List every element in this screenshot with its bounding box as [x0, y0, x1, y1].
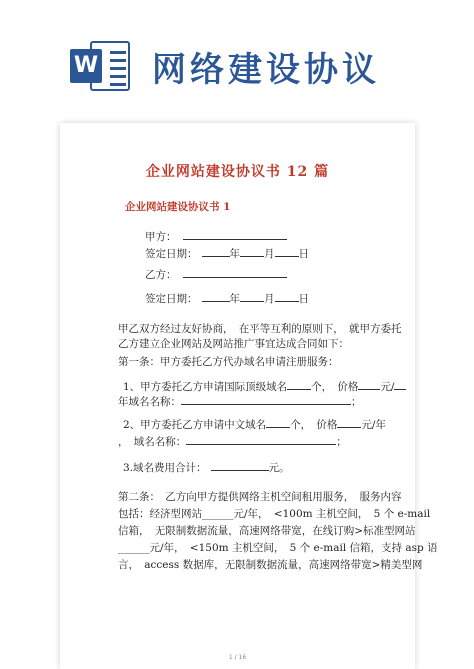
item-1-price-text: 个， 价格: [311, 381, 359, 393]
party-a-label: 甲方：: [145, 231, 177, 243]
item-1-text: 1、甲方委托乙方申请国际顶级域名: [123, 381, 288, 393]
item-3-row: [123, 459, 290, 475]
month-label: 月: [264, 248, 275, 260]
intro-line-1: 甲乙双方经过友好协商， 在平等互利的原则下， 就甲方委托: [118, 323, 402, 335]
document-page: [60, 123, 438, 669]
fee-unit: 元。: [268, 462, 290, 474]
item-2-line-1: [123, 416, 386, 432]
item-2-unit-text: 元/年: [361, 419, 386, 431]
item-2-text: 2、甲方委托乙方申请中文域名: [123, 419, 267, 431]
document-title: 企业网站建设协议书 12 篇: [145, 164, 330, 180]
word-document-icon: [70, 37, 132, 95]
item-2-domain-label: ， 域名名称：: [118, 436, 187, 448]
year-label: 年: [229, 293, 240, 305]
clause-2-line-4: ______元/年， <150m 主机空间， 5 个 e-mail 信箱，支持 asp 语: [118, 542, 438, 554]
party-b-row: [145, 266, 287, 282]
word-badge: W: [70, 49, 102, 83]
day-label: 日: [298, 293, 309, 305]
party-b-label: 乙方：: [145, 269, 177, 281]
sign-date-label: 签定日期：: [145, 248, 198, 260]
sign-date-row-1: [145, 245, 309, 261]
semicolon: ；: [351, 396, 362, 408]
clause-2-line-2: 包括：经济型网站______元/年， <100m 主机空间， 5 个 e-mail: [118, 508, 431, 520]
banner: [0, 0, 474, 110]
clause-2-line-1: 第二条： 乙方向甲方提供网络主机空间租用服务， 服务内容: [118, 491, 402, 503]
item-2-price-text: 个， 价格: [290, 419, 338, 431]
sign-date-label: 签定日期：: [145, 293, 198, 305]
intro-line-2: 乙方建立企业网站及网站推广事宜达成合同如下：: [118, 338, 349, 350]
document-subtitle: 企业网站建设协议书 1: [125, 201, 231, 213]
item-1-domain-label: 年域名名称：: [118, 396, 181, 408]
fee-total-label: 3.域名费用合计：: [123, 462, 207, 474]
party-b-blank: [183, 266, 287, 278]
item-1-line-2: [118, 393, 362, 409]
page-number: 1 / 16: [228, 654, 247, 661]
banner-title: 网络建设协议: [152, 50, 380, 90]
sign-date-row-2: [145, 290, 309, 306]
clause-1-heading: 第一条：甲方委托乙方代办域名申请注册服务：: [118, 356, 339, 368]
item-1-unit-text: 元/: [380, 381, 395, 393]
item-2-line-2: [118, 433, 347, 449]
year-label: 年: [229, 248, 240, 260]
semicolon: ；: [336, 436, 347, 448]
day-label: 日: [298, 248, 309, 260]
clause-2-line-3: 信箱， 无限制数据流量，高速网络带宽，在线订购>标准型网站: [118, 525, 416, 537]
party-a-row: [145, 228, 287, 244]
item-1-line-1: [123, 378, 406, 394]
party-a-blank: [183, 228, 287, 240]
clause-2-line-5: 言， access 数据库，无限制数据流量，高速网络带宽>精美型网: [118, 559, 423, 571]
month-label: 月: [264, 293, 275, 305]
